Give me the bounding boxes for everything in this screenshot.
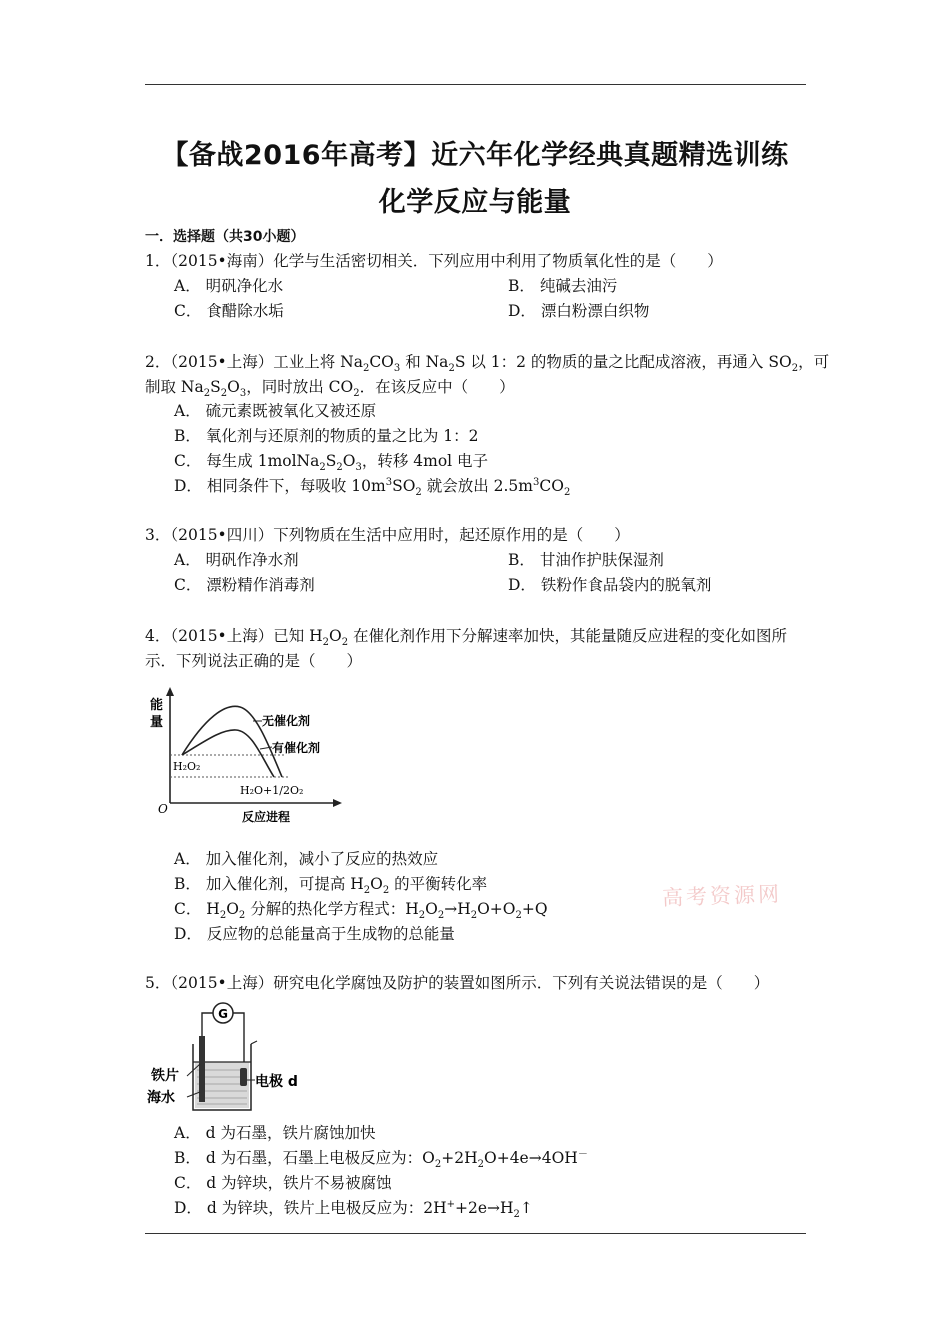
q3-option-c: C． 漂粉精作消毒剂 [174, 576, 315, 594]
iron-plate-label: 铁片 [151, 1068, 179, 1084]
watermark: 高考资源网 [661, 881, 783, 911]
y-axis-label-2: 量 [150, 715, 164, 730]
corrosion-apparatus [145, 1000, 305, 1118]
energy-diagram [150, 683, 350, 828]
electrode-d-label: 电极 d [255, 1074, 298, 1090]
q3-option-d: D． 铁粉作食品袋内的脱氧剂 [508, 576, 712, 594]
q2-option-c: C． 每生成 $1molNa_2S_2O_3$，转移 4mol 电子 [174, 452, 489, 474]
q5-stem: 5．（2015•上海）研究电化学腐蚀及防护的装置如图所示．下列有关说法错误的是（ ） [145, 974, 770, 992]
q4-option-b: B． 加入催化剂，可提高 $H_2O_2$ 的平衡转化率 [174, 875, 488, 897]
q5-option-a: A． d 为石墨，铁片腐蚀加快 [174, 1124, 376, 1142]
q5-option-c: C． d 为锌块，铁片不易被腐蚀 [174, 1174, 392, 1192]
q1-option-d: D． 漂白粉漂白织物 [508, 302, 650, 320]
q4-option-d: D． 反应物的总能量高于生成物的总能量 [174, 925, 455, 943]
q1-stem: 1．（2015•海南）化学与生活密切相关．下列应用中利用了物质氧化性的是（ ） [145, 252, 723, 270]
y-axis-label-1: 能 [150, 698, 164, 713]
q1-option-b: B． 纯碱去油污 [508, 277, 618, 295]
q2-stem-line2: 制取 $Na_2S_2O_3$，同时放出 $CO_2$．在该反应中（ ） [145, 378, 515, 400]
curve-label-catalyst: 有催化剂 [272, 741, 321, 755]
q2-option-b: B． 氧化剂与还原剂的物质的量之比为 1：2 [174, 427, 479, 445]
q3-option-b: B． 甘油作护肤保湿剂 [508, 551, 664, 569]
x-axis-label: 反应进程 [242, 810, 291, 824]
q3-stem: 3．（2015•四川）下列物质在生活中应用时，起还原作用的是（ ） [145, 526, 630, 544]
origin-label: O [158, 802, 168, 816]
q4-option-c: C． $H_2O_2$ 分解的热化学方程式：$H_2O_2\to H_2O+O_2+Q$ [174, 900, 548, 922]
section-heading: 一．选择题（共30小题） [145, 229, 305, 245]
page-subtitle: 化学反应与能量 [378, 187, 572, 218]
page-title: 【备战2016年高考】近六年化学经典真题精选训练 [161, 140, 789, 171]
bottom-rule [145, 1233, 806, 1234]
q4-stem-line2: 示．下列说法正确的是（ ） [145, 652, 363, 670]
curve-label-no-catalyst: 无催化剂 [262, 714, 311, 728]
seawater-label: 海水 [147, 1090, 175, 1106]
q2-stem-line1: 2．（2015•上海）工业上将 $Na_2CO_3$ 和 $Na_2S$ 以 1：2 的物质的量之比配成溶液，再通入 $SO_2$，可 [145, 353, 830, 375]
galvanometer-label: G [218, 1007, 228, 1021]
q5-option-b: B． d 为石墨，石墨上电极反应为：$O_2+2H_2O+4e\to 4OH^-$ [174, 1148, 588, 1171]
q5-option-d: D． d 为锌块，铁片上电极反应为：$2H^++2e\to H_2↑$ [174, 1198, 533, 1221]
q3-option-a: A． 明矾作净水剂 [174, 551, 299, 569]
q1-option-a: A． 明矾净化水 [174, 277, 284, 295]
q2-option-d: D． 相同条件下，每吸收 $10m^3SO_2$ 就会放出 $2.5m^3CO_2$ [174, 476, 571, 499]
q2-option-a: A． 硫元素既被氧化又被还原 [174, 402, 377, 420]
product-label: H₂O+1/2O₂ [240, 784, 304, 797]
reactant-label: H₂O₂ [173, 760, 201, 773]
q4-option-a: A． 加入催化剂，减小了反应的热效应 [174, 850, 439, 868]
top-rule [145, 84, 806, 85]
q1-option-c: C． 食醋除水垢 [174, 302, 284, 320]
q4-stem-line1: 4．（2015•上海）已知 $H_2O_2$ 在催化剂作用下分解速率加快，其能量随反应进程的变化如图所 [145, 627, 788, 649]
